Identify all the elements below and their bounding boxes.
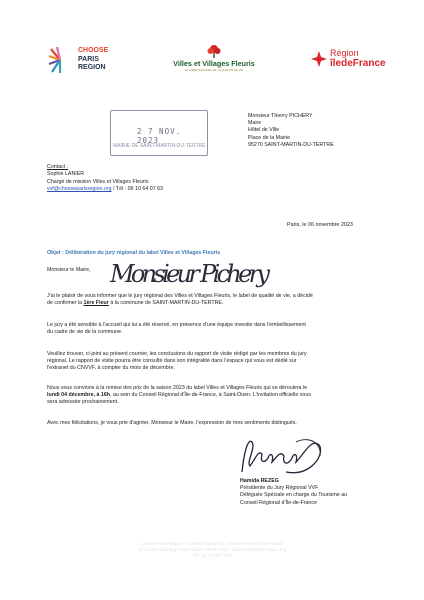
paragraph-line: régional. Le rapport de visite pourra être consulté dans son intégralité dans l'espace qui vous est dédié sur	[47, 358, 297, 365]
paragraph-text: à la commune de SAINT-MARTIN-DU-TERTRE.	[108, 300, 224, 307]
greeting: Monsieur le Maire,	[47, 267, 91, 273]
paragraph-line: Veuillez trouver, ci-joint au présent courrier, les conclusions du rapport de visite rédigé par les membres du jury	[47, 351, 307, 357]
handwritten-salutation-text: Monsieur Pichery	[110, 260, 270, 288]
paragraph-line: Avec mes félicitations, je vous prie d'agréer, Monsieur le Maire, l'expression de mes sentiments distingués.	[47, 420, 297, 426]
idf-logo-line2: îledeFrance	[330, 58, 386, 69]
signer-title: Présidente du Jury Régional VVF	[240, 485, 319, 492]
paragraph-2	[47, 322, 377, 336]
vvf-logo-title: Villes et Villages Fleuris	[173, 59, 255, 68]
stamp-text: MAIRIE DE SAINT-MARTIN-DU-TERTRE	[113, 143, 206, 149]
handwritten-salutation	[106, 252, 276, 292]
contact-name: Sophie LANIER	[47, 171, 85, 178]
contact-block	[47, 164, 163, 193]
paragraph-text: de confirmer la	[47, 300, 84, 307]
recipient-line: 95270 SAINT-MARTIN-DU-TERTRE	[248, 141, 334, 148]
recipient-line: Maire	[248, 120, 262, 127]
letter-footer	[80, 541, 344, 559]
signer-block	[240, 478, 347, 507]
signer-title: Conseil Régional d'Île-de-France	[240, 499, 317, 506]
recipient-address	[248, 113, 334, 149]
choose-paris-region-mark-icon	[48, 46, 72, 74]
footer-line: 11 rue du Faubourg Poissonnière 75009 Paris – www.chooseparisregion.org	[137, 547, 287, 552]
vvf-logo-subtitle: LE LABEL NATIONAL DE LA QUALITÉ DE VIE	[184, 69, 244, 72]
idf-logo-line1: Région	[330, 48, 359, 58]
footer-line: Tél : 01 73 00 77 00	[192, 553, 232, 558]
signer-title: Déléguée Spéciale en charge du Tourisme au	[240, 492, 348, 499]
flower-icon	[205, 44, 223, 58]
paragraph-line: J'ai le plaisir de vous informer que le jury régional des Villes et Villages Fleuris, le label de qualité de vie, a décidé	[47, 293, 313, 299]
cpr-logo-line3: REGION	[78, 64, 106, 71]
letter-subject: Objet : Délibération du jury régional du label Villes et Villages Fleuris	[47, 250, 221, 256]
signer-name: Hamida REZEG	[240, 478, 279, 484]
paragraph-line: sera adressée prochainement.	[47, 399, 119, 406]
letter-date: Paris, le 06 novembre 2023	[287, 222, 353, 228]
region-star-icon	[310, 50, 328, 68]
stamp-date: 2 7 NOV. 2023	[137, 127, 182, 145]
paragraph-1	[47, 293, 377, 307]
villes-villages-fleuris-logo	[165, 44, 263, 78]
recipient-line: Hôtel de Ville	[248, 127, 280, 134]
recipient-line: Place de la Mairie	[248, 134, 291, 141]
contact-label: Contact :	[47, 164, 69, 170]
handwritten-signature	[236, 432, 326, 482]
first-flower-label: 1ère Fleur	[83, 300, 109, 307]
paragraph-4	[47, 385, 377, 406]
cpr-logo-line1: CHOOSE	[78, 47, 109, 54]
recipient-line: Monsieur Thierry PICHERY	[248, 113, 313, 119]
paragraph-line: Le jury a été sensible à l'accueil qui lui a été réservé, en présence d'une équipe investie dans l'embellissement	[47, 322, 306, 328]
paragraph-line: du cadre de vie de la commune.	[47, 329, 123, 336]
ceremony-date: lundi 04 décembre, à 16h	[47, 392, 110, 399]
contact-email-link[interactable]: vvf@chooseparisregion.org	[47, 185, 112, 192]
region-ile-de-france-logo	[310, 48, 400, 76]
contact-role: Chargé de mission Villes et Villages Fleuris	[47, 178, 149, 185]
paragraph-line: Nous vous convions à la remise des prix de la saison 2023 du label Villes et Villages Fleuris qui se déroulera le	[47, 385, 308, 391]
paragraph-5	[47, 420, 377, 427]
cpr-logo-line2: PARIS	[78, 55, 99, 63]
footer-line: Choose Paris Région – Comité Régional du Tourisme Paris Île-de-France	[140, 541, 284, 546]
paragraph-line: l'extranet du CNVVF, à compter du mois de décembre.	[47, 365, 175, 372]
paragraph-3	[47, 351, 377, 372]
paragraph-text: , au sein du Conseil Régional d'Île-de-France, à Saint-Ouen. L'invitation officielle vous	[110, 392, 311, 399]
contact-phone: / Tél : 06 10 64 07 63	[111, 185, 164, 192]
reception-stamp	[110, 110, 208, 156]
choose-paris-region-logo	[48, 46, 128, 76]
